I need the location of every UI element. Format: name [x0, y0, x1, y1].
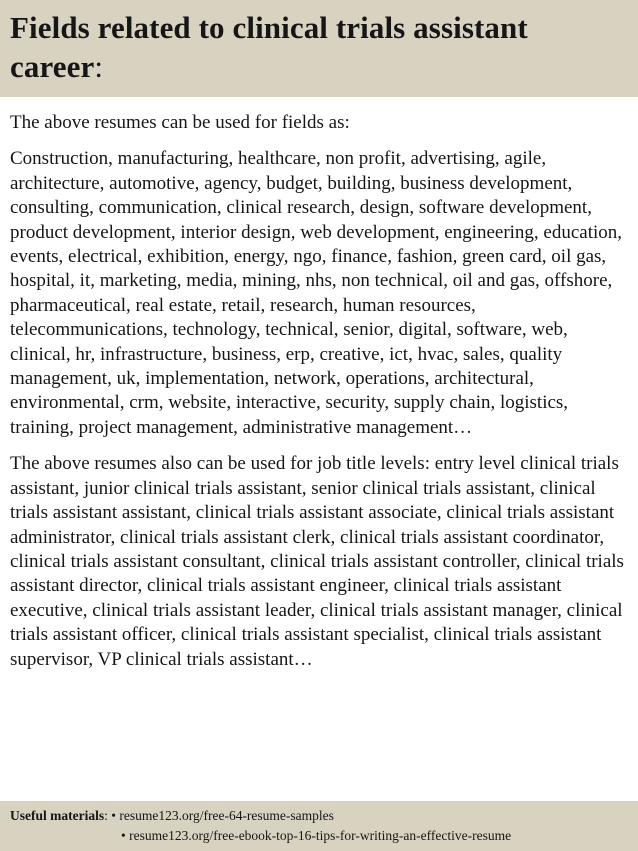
useful-materials-label: Useful materials: [10, 808, 105, 823]
title-banner: [0, 0, 638, 97]
page-title-colon: :: [94, 49, 104, 84]
resume-samples-link[interactable]: resume123.org/free-64-resume-samples: [119, 808, 334, 823]
ebook-tips-link[interactable]: resume123.org/free-ebook-top-16-tips-for-writing-an-effective-resume: [129, 828, 512, 843]
bullet-icon: •: [111, 808, 116, 823]
useful-materials-colon: :: [104, 808, 108, 823]
page-title: [10, 8, 626, 86]
footer-row-1: [10, 806, 638, 826]
useful-materials-footer: [0, 801, 638, 851]
page-title-text: Fields related to clinical trials assistant career: [10, 10, 528, 84]
fields-list: Construction, manufacturing, healthcare, non profit, advertising, agile, architecture, automotive, agency, budget, building, business development, consulting, communication, clinical research, design, software development, product development, interior design, web development, engineering, education, events, electrical, exhibition, energy, ngo, finance, fashion, green card, oil gas, hospital, it, marketing, media, mining, nhs, non technical, oil and gas, offshore, pharmaceutical, real estate, retail, research, human resources, telecommunications, technology, technical, senior, digital, software, web, clinical, hr, infrastructure, business, erp, creative, ict, hvac, sales, quality management, uk, implementation, network, operations, architectural, environmental, crm, website, interactive, security, supply chain, logistics, training, project management, administrative management…: [10, 148, 623, 438]
bullet-icon: •: [121, 828, 126, 843]
main-content: [10, 111, 632, 672]
job-levels-paragraph: The above resumes also can be used for job title levels: entry level clinical trials assistant, junior clinical trials assistant, senior clinical trials assistant, clinical trials assistant assistant, clinical trials assistant associate, clinical trials assistant administrator, clinical trials assistant clerk, clinical trials assistant coordinator, clinical trials assistant consultant, clinical trials assistant controller, clinical trials assistant director, clinical trials assistant engineer, clinical trials assistant executive, clinical trials assistant leader, clinical trials assistant manager, clinical trials assistant officer, clinical trials assistant specialist, clinical trials assistant supervisor, VP clinical trials assistant…: [10, 453, 624, 670]
fields-intro: The above resumes can be used for fields as:: [10, 112, 350, 133]
footer-row-2: [10, 826, 638, 846]
